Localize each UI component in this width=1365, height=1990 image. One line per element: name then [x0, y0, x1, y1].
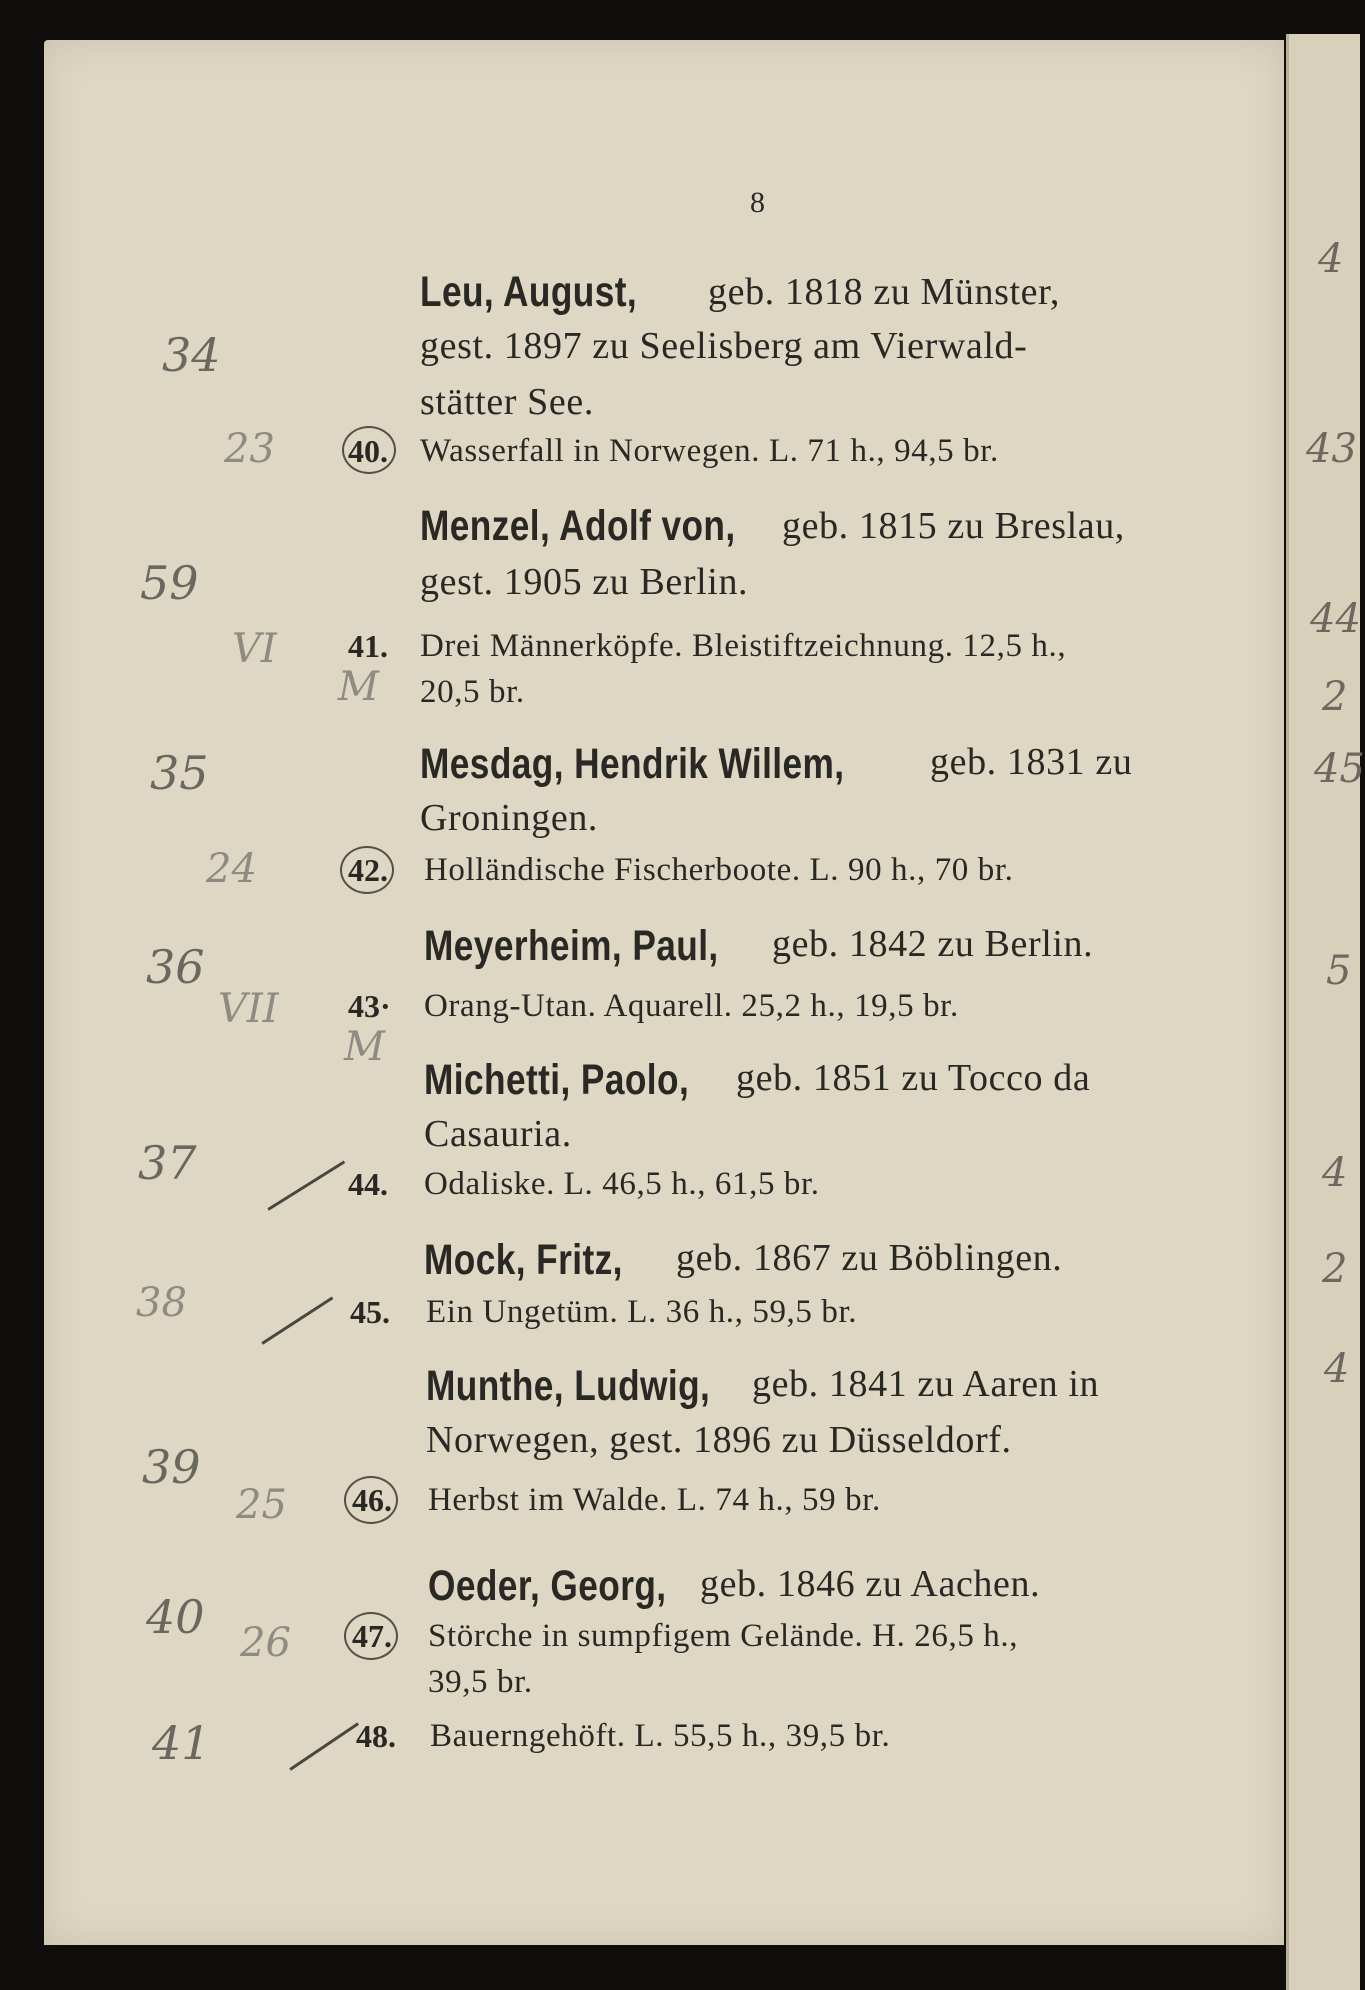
edge-margin-note: 4: [1324, 1346, 1350, 1392]
work-41-line1: Drei Männerköpfe. Bleistiftzeichnung. 12,5 h.,: [420, 628, 1067, 664]
margin-note: 36: [146, 940, 205, 994]
margin-note: 40: [146, 1590, 205, 1644]
margin-note: 39: [142, 1440, 201, 1494]
artist-bio-leu-line2: gest. 1897 zu Seelisberg am Vierwald-: [420, 325, 1028, 367]
adjacent-page-edge: [1286, 34, 1360, 1990]
artist-name-mock: Mock, Fritz,: [424, 1236, 623, 1284]
work-40-line1: Wasserfall in Norwegen. L. 71 h., 94,5 br.: [420, 433, 999, 469]
margin-note: 37: [138, 1136, 197, 1190]
margin-note: 34: [162, 328, 221, 382]
artist-bio-leu-line1: geb. 1818 zu Münster,: [708, 271, 1060, 313]
artist-bio-menzel-line2: gest. 1905 zu Berlin.: [420, 561, 749, 603]
work-48-line1: Bauerngehöft. L. 55,5 h., 39,5 br.: [430, 1718, 891, 1754]
artist-name-leu: Leu, August,: [420, 268, 638, 316]
artist-bio-michetti-line1: geb. 1851 zu Tocco da: [736, 1057, 1091, 1099]
edge-margin-note: 43: [1306, 426, 1357, 472]
artist-bio-menzel-line1: geb. 1815 zu Breslau,: [782, 505, 1125, 547]
edge-margin-note: 2: [1322, 1246, 1348, 1292]
work-number-42: 42.: [348, 852, 388, 888]
edge-margin-note: 2: [1322, 674, 1348, 720]
margin-note: 23: [224, 426, 275, 472]
work-number-44: 44.: [348, 1166, 388, 1202]
edge-margin-note: 45: [1314, 746, 1365, 792]
artist-bio-michetti-line2: Casauria.: [424, 1113, 572, 1155]
artist-bio-mock-line1: geb. 1867 zu Böblingen.: [676, 1237, 1063, 1279]
work-44-line1: Odaliske. L. 46,5 h., 61,5 br.: [424, 1166, 820, 1202]
artist-bio-munthe-line2: Norwegen, gest. 1896 zu Düsseldorf.: [426, 1419, 1012, 1461]
artist-name-michetti: Michetti, Paolo,: [424, 1056, 690, 1104]
artist-bio-munthe-line1: geb. 1841 zu Aaren in: [752, 1363, 1100, 1405]
work-47-line2: 39,5 br.: [428, 1664, 533, 1700]
margin-note: M: [344, 1024, 385, 1070]
work-number-43: 43·: [348, 988, 391, 1024]
work-47-line1: Störche in sumpfigem Gelände. H. 26,5 h.,: [428, 1618, 1019, 1654]
artist-name-mesdag: Mesdag, Hendrik Willem,: [420, 740, 845, 788]
artist-bio-leu-line3: stätter See.: [420, 381, 594, 423]
artist-name-meyerheim: Meyerheim, Paul,: [424, 922, 719, 970]
artist-name-munthe: Munthe, Ludwig,: [426, 1362, 711, 1410]
artist-bio-mesdag-line1: geb. 1831 zu: [930, 741, 1133, 783]
margin-note: 24: [206, 846, 257, 892]
edge-margin-note: 4: [1322, 1150, 1348, 1196]
work-number-46: 46.: [352, 1482, 392, 1518]
page-number: 8: [750, 186, 765, 219]
work-46-line1: Herbst im Walde. L. 74 h., 59 br.: [428, 1482, 881, 1518]
work-number-47: 47.: [352, 1618, 392, 1654]
work-number-40: 40.: [348, 433, 388, 469]
work-43-line1: Orang-Utan. Aquarell. 25,2 h., 19,5 br.: [424, 988, 959, 1024]
margin-note: VII: [218, 986, 279, 1032]
edge-margin-note: 5: [1326, 948, 1352, 994]
margin-note: 26: [240, 1620, 291, 1666]
edge-margin-note: 44: [1310, 596, 1361, 642]
work-number-41: 41.: [348, 628, 388, 664]
artist-name-menzel: Menzel, Adolf von,: [420, 502, 736, 550]
edge-margin-note: 4: [1318, 236, 1344, 282]
margin-note: 41: [152, 1716, 211, 1770]
margin-note: 25: [236, 1482, 287, 1528]
margin-note: 38: [136, 1280, 187, 1326]
work-42-line1: Holländische Fischerboote. L. 90 h., 70 br.: [424, 852, 1014, 888]
margin-note: 35: [150, 746, 209, 800]
work-41-line2: 20,5 br.: [420, 674, 525, 710]
artist-bio-meyerheim-line1: geb. 1842 zu Berlin.: [772, 923, 1094, 965]
margin-note: VI: [232, 626, 277, 672]
work-45-line1: Ein Ungetüm. L. 36 h., 59,5 br.: [426, 1294, 858, 1330]
margin-note: 59: [140, 556, 199, 610]
artist-bio-mesdag-line2: Groningen.: [420, 797, 599, 839]
artist-name-oeder: Oeder, Georg,: [428, 1562, 667, 1610]
work-number-48: 48.: [356, 1718, 396, 1754]
margin-note: M: [338, 664, 379, 710]
artist-bio-oeder-line1: geb. 1846 zu Aachen.: [700, 1563, 1041, 1605]
work-number-45: 45.: [350, 1294, 390, 1330]
